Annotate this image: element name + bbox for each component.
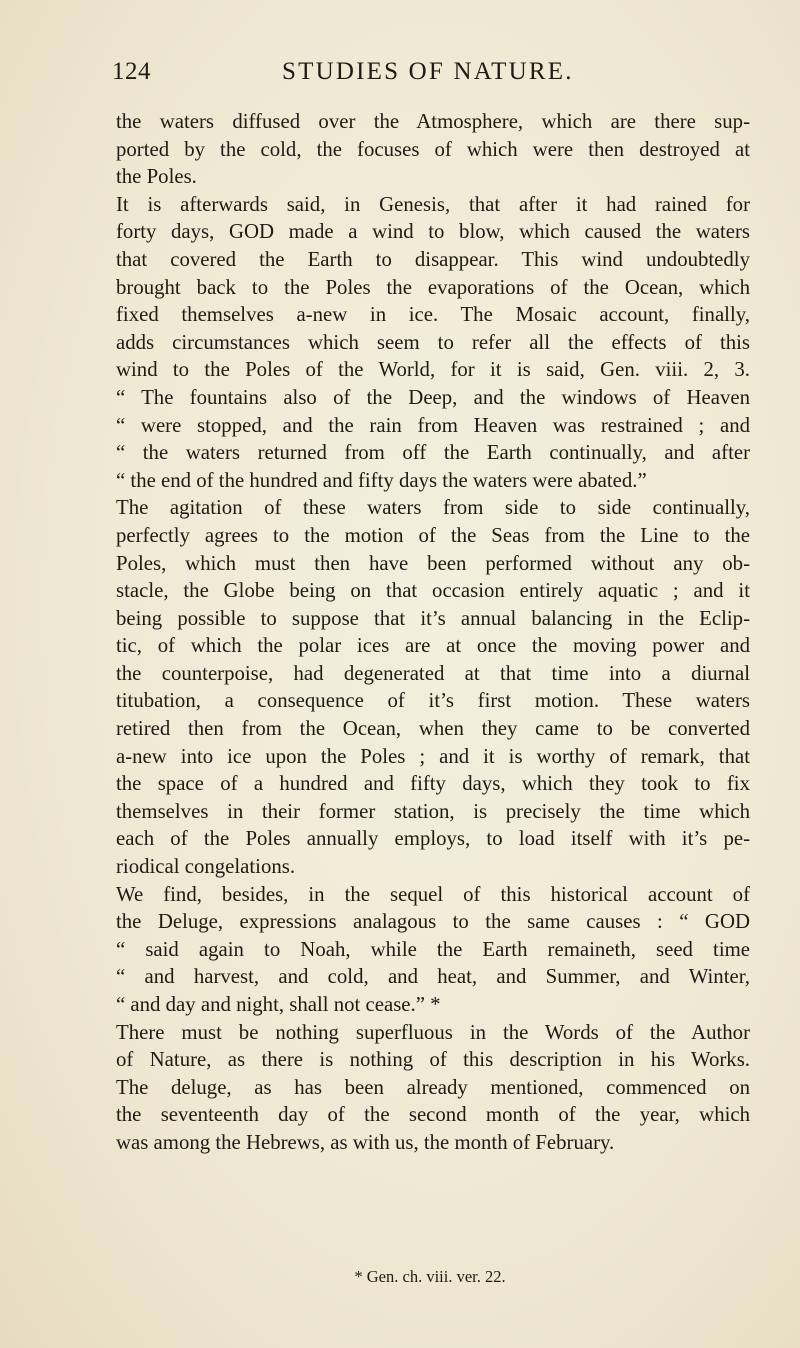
text-line: “ said again to Noah, while the Earth remaineth, seed time [116,937,750,961]
text-line: It is afterwards said, in Genesis, that after it had rained for [116,192,750,216]
text-line: wind to the Poles of the World, for it is said, Gen. viii. 2, 3. [116,358,750,382]
text-line: that covered the Earth to disappear. This wind undoubtedly [116,247,750,271]
text-line: Poles, which must then have been performed without any ob- [116,551,750,575]
text-line: perfectly agrees to the motion of the Seas from the Line to the [116,523,750,547]
text-line: brought back to the Poles the evaporations of the Ocean, which [116,275,750,299]
text-line: the seventeenth day of the second month of the year, which [116,1103,750,1127]
text-line: of Nature, as there is nothing of this description in his Works. [116,1048,750,1072]
text-line: themselves in their former station, is precisely the time which [116,799,750,823]
text-line: was among the Hebrews, as with us, the month of February. [116,1130,615,1154]
text-line: “ were stopped, and the rain from Heaven was restrained ; and [116,413,750,437]
text-line: titubation, a consequence of it’s first motion. These waters [116,689,750,713]
text-line: The agitation of these waters from side to side continually, [116,496,750,520]
text-line: We find, besides, in the sequel of this historical account of [116,882,750,906]
page-number: 124 [112,58,151,85]
text-line: adds circumstances which seem to refer all the effects of this [116,330,750,354]
text-line: “ The fountains also of the Deep, and the windows of Heaven [116,385,750,409]
text-line: ported by the cold, the focuses of which were then destroyed at [116,137,750,161]
text-line: the waters diffused over the Atmosphere, which are there sup- [116,110,750,133]
text-line: being possible to suppose that it’s annual balancing in the Eclip- [116,606,750,630]
text-line: “ the waters returned from off the Earth continually, and after [116,441,750,465]
footnote-text: * Gen. ch. viii. ver. 22. [354,1267,506,1286]
text-line: forty days, GOD made a wind to blow, which caused the waters [116,220,750,244]
text-line: “ the end of the hundred and fifty days the waters were abated.” [116,468,647,492]
text-line: “ and harvest, and cold, and heat, and Summer, and Winter, [116,965,750,989]
text-line: the Poles. [116,165,197,189]
text-line: tic, of which the polar ices are at once the moving power and [116,634,750,658]
text-line: riodical congelations. [116,855,296,879]
text-line: each of the Poles annually employs, to load itself with it’s pe- [116,827,750,851]
text-line: the Deluge, expressions analagous to the same causes : “ GOD [116,910,750,934]
text-line: retired then from the Ocean, when they came to be converted [116,717,750,741]
page-header [112,58,752,94]
running-title: STUDIES OF NATURE. [282,58,574,85]
text-line: fixed themselves a-new in ice. The Mosaic account, finally, [116,303,750,327]
footnote [0,1267,800,1287]
text-line: The deluge, as has been already mentioned, commenced on [116,1075,750,1099]
text-line: a-new into ice upon the Poles ; and it is worthy of remark, that [116,744,750,768]
text-line: stacle, the Globe being on that occasion entirely aquatic ; and it [116,579,750,603]
body-text [116,108,750,1157]
text-line: the space of a hundred and fifty days, which they took to fix [116,772,750,796]
text-line: “ and day and night, shall not cease.” * [116,993,441,1016]
text-line: There must be nothing superfluous in the Words of the Author [116,1020,750,1044]
text-line: the counterpoise, had degenerated at that time into a diurnal [116,661,750,685]
